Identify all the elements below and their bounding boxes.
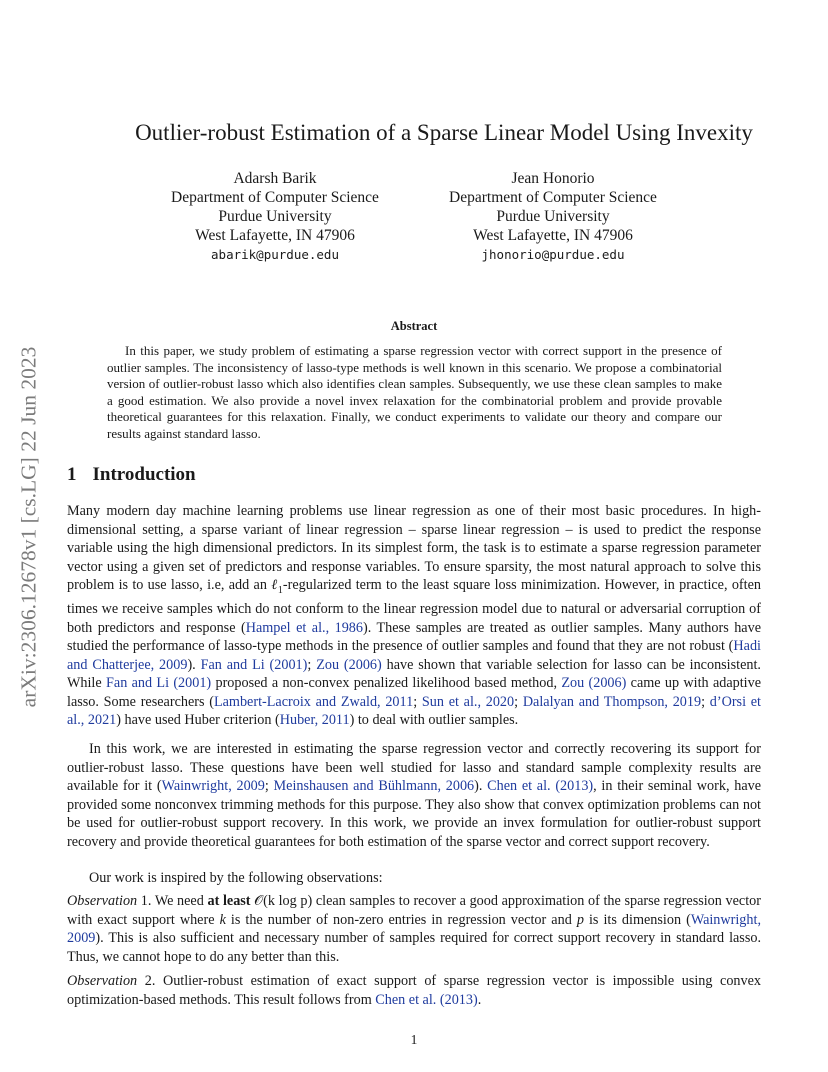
author-email: jhonorio@purdue.edu bbox=[481, 247, 625, 262]
citation-link[interactable]: Sun et al., 2020 bbox=[421, 693, 515, 710]
author-department: Department of Computer Science bbox=[449, 189, 657, 206]
citation-link[interactable]: Huber, 2011 bbox=[279, 712, 350, 729]
intro-paragraph-3: Our work is inspired by the following observations: bbox=[89, 870, 383, 886]
citation-link[interactable]: Wainwright, 2009 bbox=[67, 911, 761, 946]
author-block-1 bbox=[150, 169, 400, 264]
abstract-text: In this paper, we study problem of estimating a sparse regression vector with correct support in the presence of outlier samples. The inconsistency of lasso-type methods is well known in this scenario. We propose a combinatorial version of outlier-robust lasso which also identifies clean samples. Subsequently, we use these clean samples to make a good estimation. We also provide a novel invex relaxation for the combinatorial problem and provide provable theoretical guarantees for this relaxation. Finally, we conduct experiments to validate our theory and compare our results against standard lasso. bbox=[107, 343, 722, 441]
paper-title: Outlier-robust Estimation of a Sparse Linear Model Using Invexity bbox=[135, 120, 753, 145]
intro-paragraph-1: Many modern day machine learning problems use linear regression as one of their most basic procedures. In high-dimensional setting, a sparse variant of linear regression – sparse linear regression – is used to predict the response variable using the high dimensional predictors. In its simplest form, the task is to estimate a sparse regression parameter vector using a given set of predictors and response variables. To ensure sparsity, the most natural approach to solve this problem is to use lasso, i.e, add an ℓ$_1$-regularized term to the least square loss minimization. However, in practice, often times we receive samples which do not conform to the linear regression model due to natural or adversarial corruption of both predictors and response (Hampel et al., 1986). These samples are treated as outlier samples. Many authors have studied the performance of lasso-type methods in the presence of outlier samples and found that they are not robust (Hadi and Chatterjee, 2009). Fan and Li (2001); Zou (2006) have shown that variable selection for lasso can be inconsistent. While Fan and Li (2001) proposed a non-convex penalized likelihood based method, Zou (2006) came up with adaptive lasso. Some researchers (Lambert-Lacroix and Zwald, 2011; Sun et al., 2020; Dalalyan and Thompson, 2019; d’Orsi et al., 2021) have used Huber criterion (Huber, 2011) to deal with outlier samples. bbox=[67, 503, 762, 729]
citation-link[interactable]: Hampel et al., 1986 bbox=[245, 619, 363, 636]
citation-link[interactable]: Dalalyan and Thompson, 2019 bbox=[522, 693, 702, 710]
citation-link[interactable]: Fan and Li (2001) bbox=[200, 656, 308, 673]
citation-link[interactable]: Chen et al. (2013) bbox=[487, 778, 594, 794]
author-address: West Lafayette, IN 47906 bbox=[473, 227, 633, 244]
author-name: Jean Honorio bbox=[511, 170, 595, 187]
citation-link[interactable]: Fan and Li (2001) bbox=[106, 675, 212, 692]
citation-link[interactable]: Meinshausen and Bühlmann, 2006 bbox=[273, 778, 475, 794]
citation-link[interactable]: Zou (2006) bbox=[561, 675, 627, 692]
section-number: 1 bbox=[67, 464, 77, 485]
author-email: abarik@purdue.edu bbox=[211, 247, 339, 262]
author-university: Purdue University bbox=[496, 208, 610, 225]
observation-label: Observation bbox=[67, 973, 138, 989]
citation-link[interactable]: Hadi and Chatterjee, 2009 bbox=[67, 638, 761, 673]
author-university: Purdue University bbox=[218, 208, 332, 225]
observation-label: Observation bbox=[67, 893, 138, 909]
big-o-expression: 𝒪(k log p) bbox=[250, 893, 313, 909]
author-name: Adarsh Barik bbox=[233, 170, 317, 187]
page-number: 1 bbox=[410, 1032, 418, 1047]
author-block-2 bbox=[428, 169, 678, 264]
citation-link[interactable]: Lambert-Lacroix and Zwald, 2011 bbox=[213, 693, 414, 710]
observation-2: Observation 2. Outlier-robust estimation of exact support of sparse regression vector is impossible using convex optimization-based methods. This result follows from Chen et al. (2013). bbox=[67, 973, 762, 1008]
section-heading bbox=[67, 464, 196, 486]
intro-paragraph-2: In this work, we are interested in estimating the sparse regression vector and correctly recovering its support for outlier-robust lasso. These questions have been well studied for lasso and standard sample complexity results are available for it (Wainwright, 2009; Meinshausen and Bühlmann, 2006). Chen et al. (2013), in their seminal work, have provided some nonconvex trimming methods for this purpose. They also show that convex optimization problems can not be used for outlier-robust support recovery. In this work, we provide an invex formulation for outlier-robust support recovery and provide theoretical guarantees for both estimation of the sparse vector and correct support recovery. bbox=[67, 741, 762, 850]
ell-symbol: ℓ bbox=[271, 577, 278, 593]
abstract-heading: Abstract bbox=[390, 319, 438, 333]
arxiv-identifier-stamp: arXiv:2306.12678v1 [cs.LG] 22 Jun 2023 bbox=[16, 346, 41, 708]
section-title: Introduction bbox=[92, 464, 196, 485]
citation-link[interactable]: Chen et al. (2013) bbox=[375, 991, 478, 1008]
observation-1: Observation 1. We need at least 𝒪(k log p) clean samples to recover a good approximation of the sparse regression vector with exact support where k is the number of non-zero entries in regression vector and p is its dimension (Wainwright, 2009). This is also sufficient and necessary number of samples required for correct support recovery in standard lasso. Thus, we cannot hope to do any better than this. bbox=[67, 893, 761, 965]
author-department: Department of Computer Science bbox=[171, 189, 379, 206]
citation-link[interactable]: Wainwright, 2009 bbox=[161, 778, 265, 794]
author-address: West Lafayette, IN 47906 bbox=[195, 227, 355, 244]
citation-link[interactable]: Zou (2006) bbox=[316, 656, 382, 673]
citation-link[interactable]: d’Orsi et al., 2021 bbox=[67, 693, 761, 729]
